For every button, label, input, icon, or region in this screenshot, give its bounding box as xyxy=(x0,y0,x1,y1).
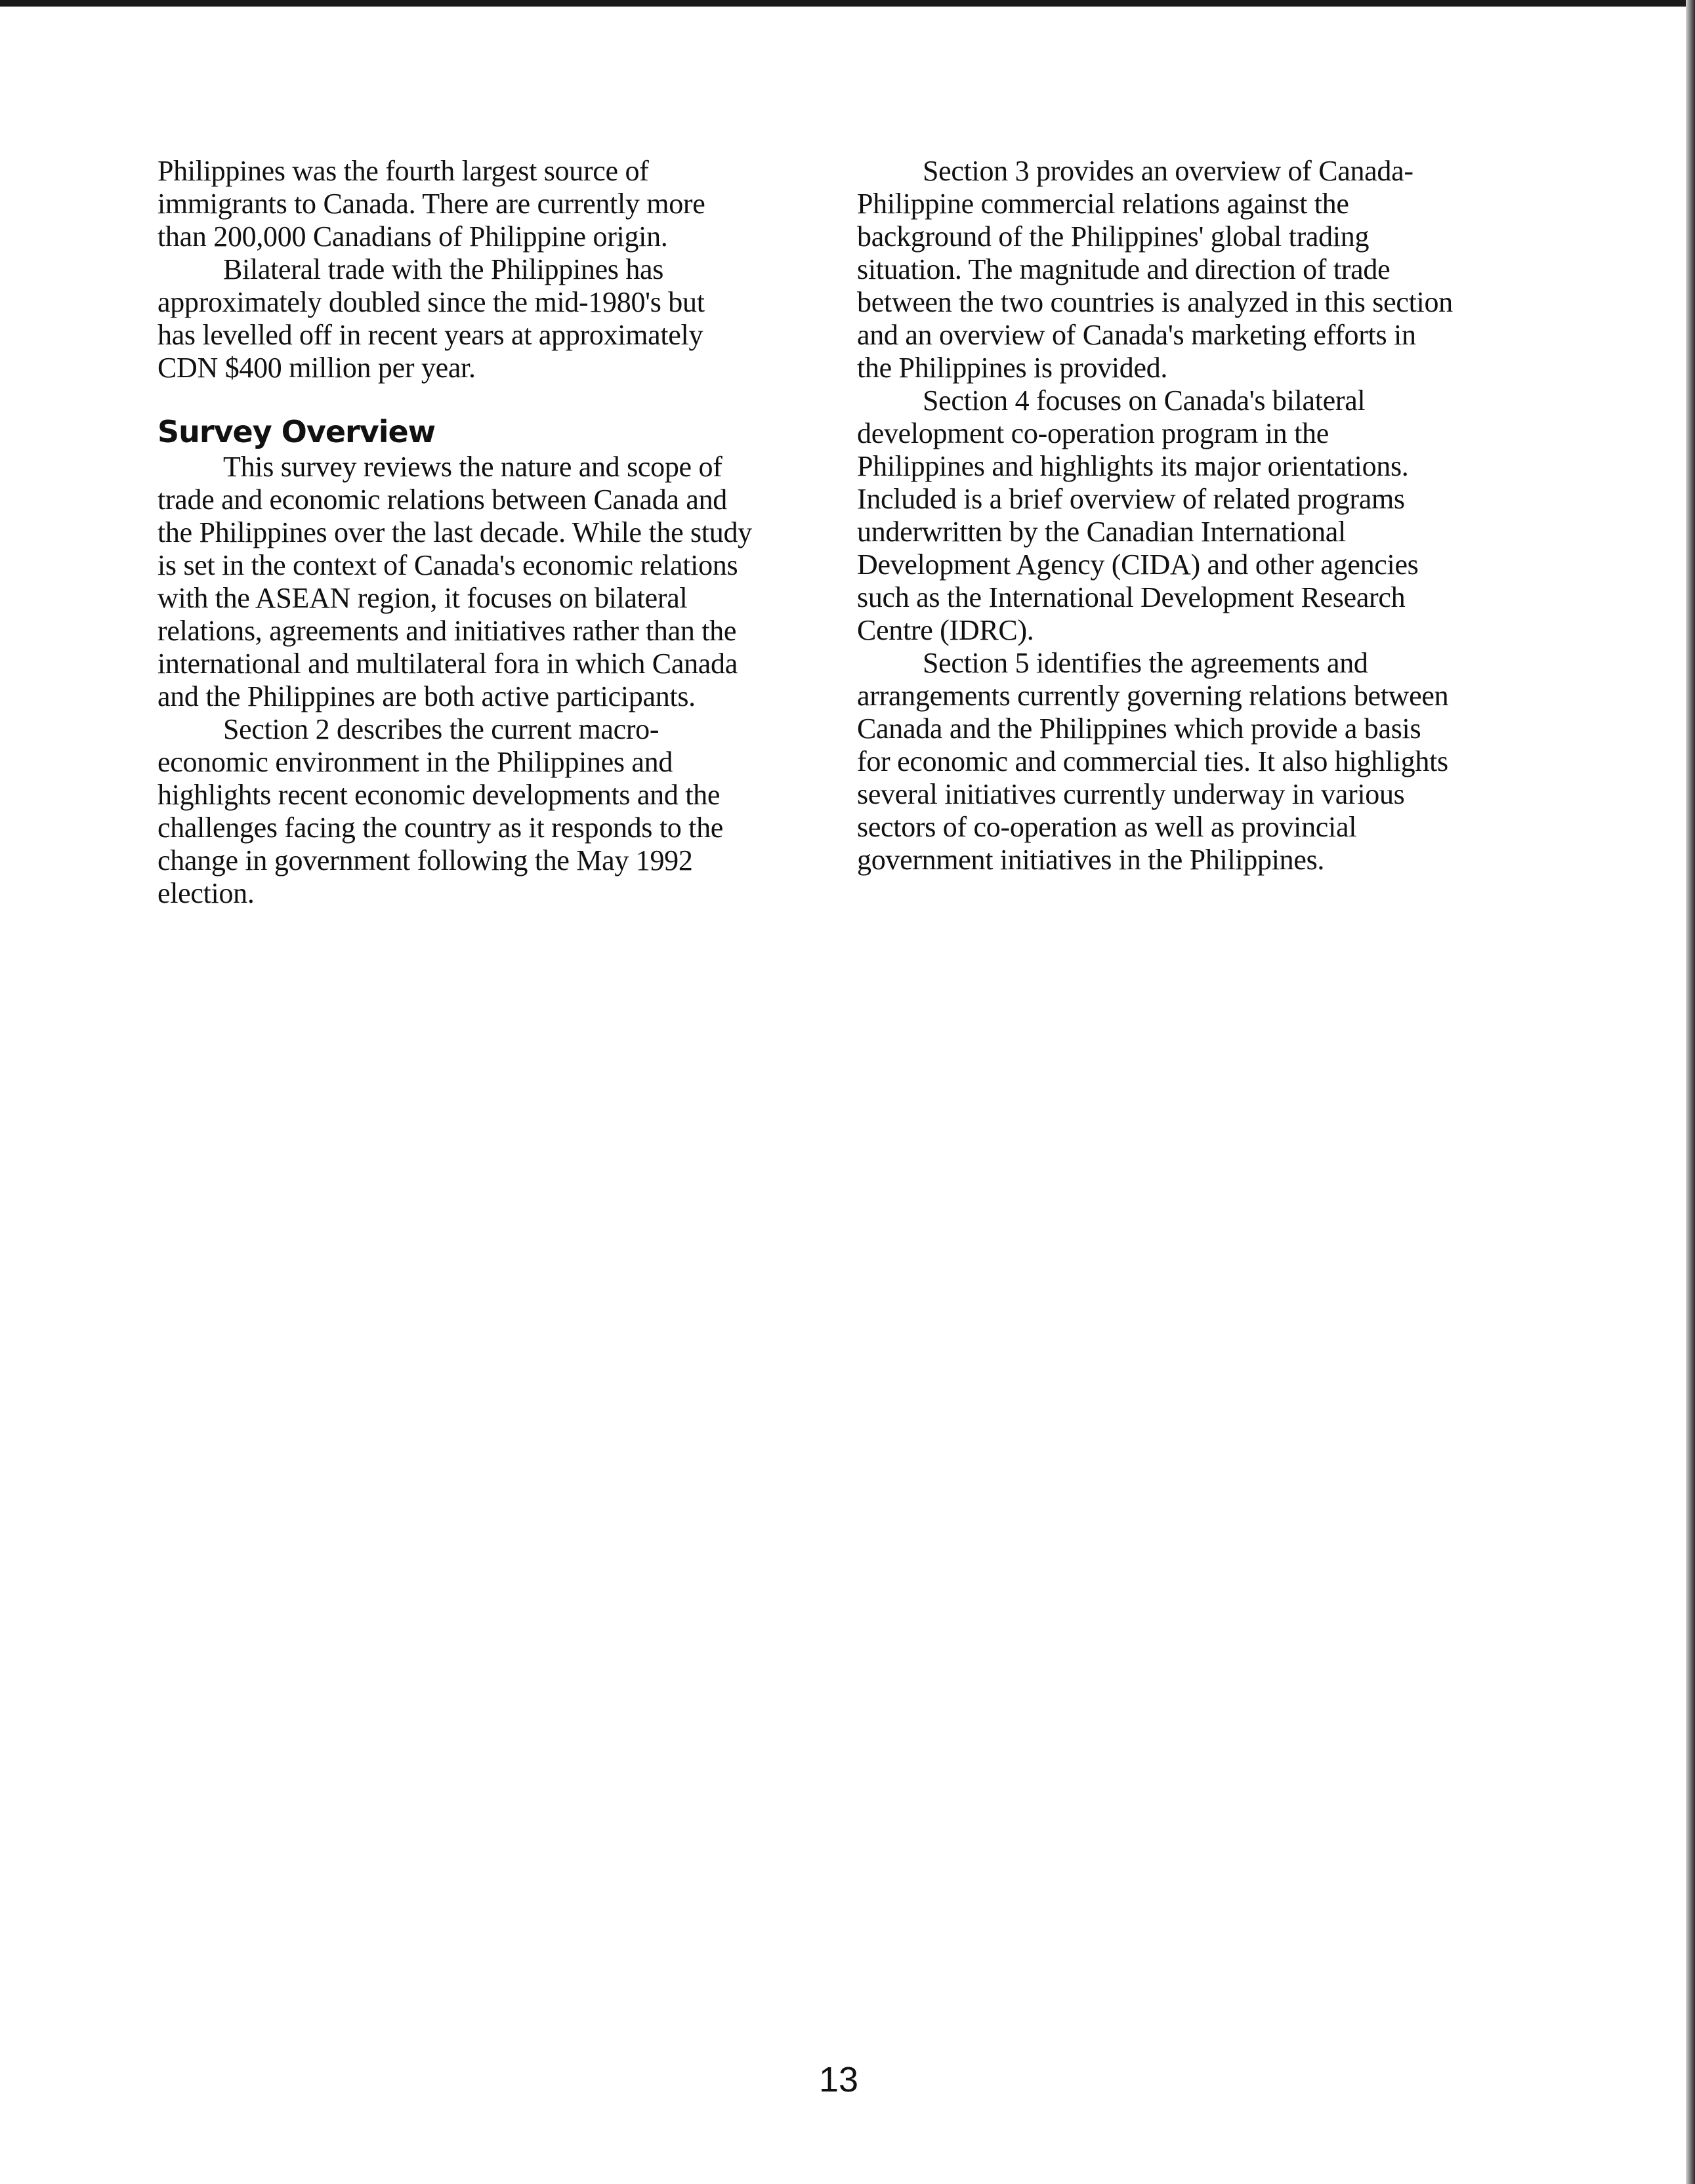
intro-paragraph-2: Bilateral trade with the Philippines has approximately doubled since the mid-1980's but has levelled off in recent years at approximately CDN $400 million per year. xyxy=(157,253,705,384)
right-column xyxy=(857,155,1526,876)
scan-top-edge xyxy=(0,0,1695,7)
section-4-paragraph: Section 4 focuses on Canada's bilateral development co-operation program in the Philippines and highlights its major orientations. Included is a brief overview of related programs underwritten by the Canadian International Development Agency (CIDA) and other agencies such as the International Development Research Centre (IDRC). xyxy=(857,384,1419,646)
intro-paragraph-1: Philippines was the fourth largest source of immigrants to Canada. There are currently more than 200,000 Canadians of Philippine origin. xyxy=(157,155,705,253)
scan-right-edge xyxy=(1686,0,1695,2184)
page-number: 13 xyxy=(819,2060,859,2099)
overview-paragraph-2: Section 2 describes the current macro- economic environment in the Philippines and highlights recent economic developments and the challenges facing the country as it responds to the change in government following the May 1992 election. xyxy=(157,713,723,909)
section-heading: Survey Overview xyxy=(157,414,436,449)
section-5-paragraph: Section 5 identifies the agreements and arrangements currently governing relations between Canada and the Philippines which provide a basis for economic and commercial ties. It also highlights several initiatives currently underway in various sectors of co-operation as well as provincial government initiatives in the Philippines. xyxy=(857,647,1449,876)
overview-paragraph-1: This survey reviews the nature and scope of trade and economic relations between Canada and the Philippines over the last decade. While the study is set in the context of Canada's economic relations with the ASEAN region, it focuses on bilateral relations, agreements and initiatives rather than the international and multilateral fora in which Canada and the Philippines are both active participants. xyxy=(157,451,752,712)
section-3-paragraph: Section 3 provides an overview of Canada- Philippine commercial relations against the background of the Philippines' global trading situation. The magnitude and direction of trade between the two countries is analyzed in this section and an overview of Canada's marketing efforts in the Philippines is provided. xyxy=(857,155,1453,384)
left-column xyxy=(157,155,820,910)
